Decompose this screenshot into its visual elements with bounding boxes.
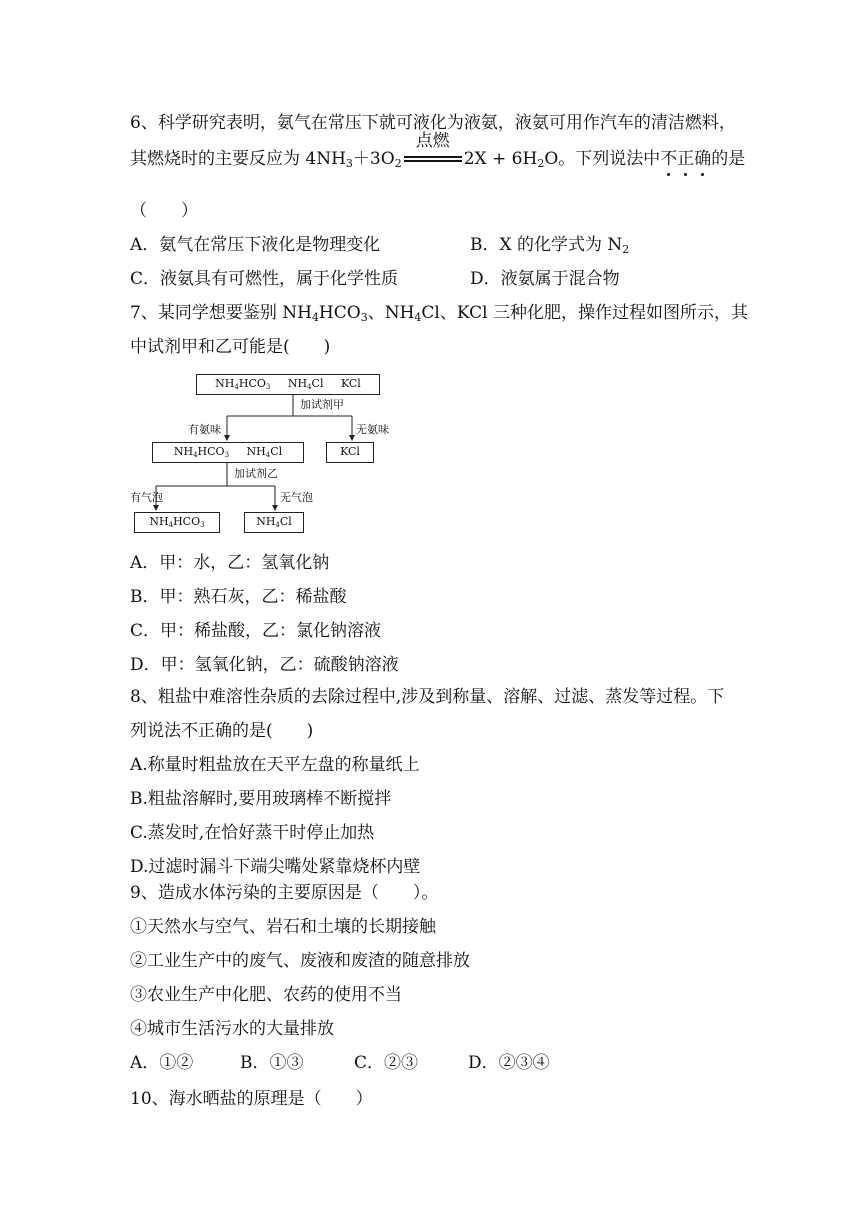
q6-option-a: A．氨气在常压下液化是物理变化 [130, 235, 381, 255]
flow-label-ammonia-smell: 有氨味 [188, 423, 221, 436]
q6-answer-paren: （ ） [130, 201, 198, 221]
q7-line2: 中试剂甲和乙可能是( ) [130, 337, 331, 357]
flow-label-no-bubbles: 无气泡 [280, 491, 313, 504]
q9-option-a: A．①② [130, 1053, 194, 1073]
q6-line1: 6、科学研究表明，氨气在常压下就可液化为液氨，液氨可用作汽车的清洁燃料， [130, 113, 736, 133]
flow-box-kcl: KCl [326, 442, 374, 463]
flow-box-three-fertilizers: $NH_4HCO_3$ $NH_4Cl$ KCl [196, 374, 380, 395]
q6-line2: 其燃烧时的主要反应为 $4NH_3+3O_2$ 点燃 $2X + 6H_2O$。下列说法中不正确的是 [130, 131, 746, 170]
q7-option-b: B．甲：熟石灰，乙：稀盐酸 [130, 587, 347, 607]
q7-option-a: A．甲：水，乙：氢氧化钠 [130, 553, 330, 573]
flow-box-nh4cl: $NH_4Cl$ [244, 512, 304, 533]
q8-line2: 列说法不正确的是( ) [130, 721, 314, 741]
q9-item-2: ②工业生产中的废气、废液和废渣的随意排放 [130, 951, 470, 971]
q9-item-4: ④城市生活污水的大量排放 [130, 1019, 334, 1039]
q7-option-d: D．甲：氢氧化钠，乙：硫酸钠溶液 [130, 655, 399, 675]
q8-option-a: A.称量时粗盐放在天平左盘的称量纸上 [130, 755, 420, 775]
flow-label-reagent-b: 加试剂乙 [234, 467, 278, 480]
q6-option-b: B．X 的化学式为 $N_2$ [470, 235, 630, 256]
q7-option-c: C．甲：稀盐酸，乙：氯化钠溶液 [130, 621, 382, 641]
flow-label-bubbles: 有气泡 [130, 491, 163, 504]
flow-box-ammonium-salts: $NH_4HCO_3$ $NH_4Cl$ [152, 442, 304, 463]
q9-stem: 9、造成水体污染的主要原因是（ ）。 [130, 883, 439, 903]
q9-item-3: ③农业生产中化肥、农药的使用不当 [130, 985, 402, 1005]
identification-flowchart [130, 368, 390, 534]
flow-label-reagent-a: 加试剂甲 [300, 398, 344, 411]
flow-box-nh4hco3: $NH_4HCO_3$ [134, 512, 220, 533]
q6-option-d: D．液氨属于混合物 [470, 269, 620, 289]
reaction-condition-arrow: 点燃 [404, 150, 462, 166]
q8-option-c: C.蒸发时,在恰好蒸干时停止加热 [130, 823, 375, 843]
q9-option-c: C．②③ [354, 1053, 419, 1073]
q9-item-1: ①天然水与空气、岩石和土壤的长期接触 [130, 917, 436, 937]
q8-option-b: B.粗盐溶解时,要用玻璃棒不断搅拌 [130, 789, 392, 809]
q6-option-c: C．液氨具有可燃性，属于化学性质 [130, 269, 399, 289]
q7-line1: 7、某同学想要鉴别 $NH_4HCO_3$、$NH_4Cl$、KCl 三种化肥，操作过程如图所示，其 [130, 303, 748, 324]
q8-option-d: D.过滤时漏斗下端尖嘴处紧靠烧杯内壁 [130, 857, 421, 877]
q9-option-b: B．①③ [240, 1053, 304, 1073]
q10-stem: 10、海水晒盐的原理是（ ） [130, 1089, 373, 1109]
q8-line1: 8、粗盐中难溶性杂质的去除过程中,涉及到称量、溶解、过滤、蒸发等过程。下 [130, 687, 725, 707]
flow-label-no-ammonia-smell: 无氨味 [356, 423, 389, 436]
q9-option-d: D．②③④ [468, 1053, 550, 1073]
